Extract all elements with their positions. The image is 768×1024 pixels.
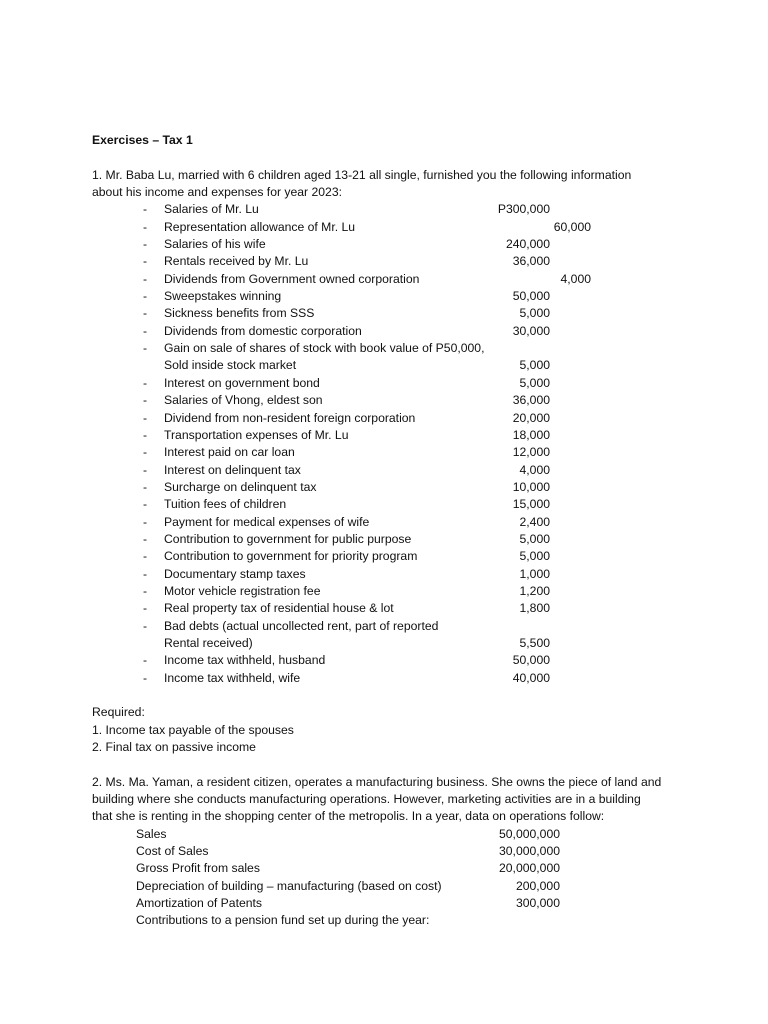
item-label: Interest on government bond <box>164 375 320 390</box>
item-label: Sickness benefits from SSS <box>164 306 315 321</box>
item-amount: 5,000 <box>519 531 550 546</box>
bullet-dash: - <box>143 341 148 356</box>
list-item <box>92 392 692 409</box>
document-title: Exercises – Tax 1 <box>92 133 193 147</box>
bullet-dash: - <box>143 497 148 512</box>
bullet-dash: - <box>143 514 148 529</box>
item-amount: 5,000 <box>519 375 550 390</box>
item-amount: 30,000,000 <box>499 844 560 859</box>
item-label: Income tax withheld, husband <box>164 653 326 668</box>
item-label: Salaries of Vhong, eldest son <box>164 393 323 408</box>
list-item <box>92 531 692 548</box>
document-page <box>92 132 692 930</box>
item-amount: P300,000 <box>497 202 550 217</box>
list-item <box>92 566 692 583</box>
list-item <box>92 462 692 479</box>
item-amount: 1,800 <box>519 601 550 616</box>
item-label: Gross Profit from sales <box>136 861 260 876</box>
list-item <box>92 860 692 877</box>
problem2-items <box>92 826 692 930</box>
problem1-items <box>92 201 692 687</box>
item-label: Contribution to government for public purpose <box>164 531 412 546</box>
item-amount: 2,400 <box>519 514 550 529</box>
item-amount: 60,000 <box>553 219 591 234</box>
item-amount: 240,000 <box>505 237 550 252</box>
bullet-dash: - <box>143 653 148 668</box>
problem1-intro <box>92 167 692 202</box>
bullet-dash: - <box>143 323 148 338</box>
item-amount: 5,000 <box>519 358 550 373</box>
bullet-dash: - <box>143 618 148 633</box>
item-amount: 5,500 <box>519 635 550 650</box>
item-label: Sales <box>136 826 167 841</box>
item-label: Rental received) <box>164 635 253 650</box>
list-item <box>92 652 692 669</box>
list-item <box>92 670 692 687</box>
item-amount: 5,000 <box>519 549 550 564</box>
item-label: Contribution to government for priority program <box>164 549 418 564</box>
required-line: Required: <box>92 705 145 720</box>
list-item <box>92 305 692 322</box>
blank-line <box>92 149 692 166</box>
bullet-dash: - <box>143 531 148 546</box>
item-amount: 1,000 <box>519 566 550 581</box>
list-item <box>92 826 692 843</box>
bullet-dash: - <box>143 601 148 616</box>
list-item <box>92 236 692 253</box>
item-amount: 200,000 <box>515 878 560 893</box>
item-label: Dividends from Government owned corporation <box>164 271 420 286</box>
list-item <box>92 444 692 461</box>
bullet-dash: - <box>143 202 148 217</box>
bullet-dash: - <box>143 289 148 304</box>
item-amount: 10,000 <box>512 479 550 494</box>
item-label: Dividend from non-resident foreign corporation <box>164 410 416 425</box>
item-amount: 40,000 <box>512 670 550 685</box>
bullet-dash: - <box>143 445 148 460</box>
problem2-intro <box>92 774 692 826</box>
list-item <box>92 496 692 513</box>
item-label: Transportation expenses of Mr. Lu <box>164 427 349 442</box>
bullet-dash: - <box>143 393 148 408</box>
blank-line <box>92 687 692 704</box>
item-amount: 50,000,000 <box>499 826 560 841</box>
item-label: Contributions to a pension fund set up during the year: <box>136 913 430 928</box>
item-amount: 5,000 <box>519 306 550 321</box>
item-amount: 36,000 <box>512 254 550 269</box>
item-amount: 20,000 <box>512 410 550 425</box>
list-item <box>92 878 692 895</box>
item-amount: 300,000 <box>515 896 560 911</box>
item-label: Interest on delinquent tax <box>164 462 301 477</box>
item-amount: 20,000,000 <box>499 861 560 876</box>
bullet-dash: - <box>143 583 148 598</box>
list-item <box>92 288 692 305</box>
list-item <box>92 219 692 236</box>
list-item <box>92 843 692 860</box>
list-item <box>92 323 692 340</box>
list-item-continuation <box>92 357 692 374</box>
list-item <box>92 600 692 617</box>
item-amount: 18,000 <box>512 427 550 442</box>
item-label: Dividends from domestic corporation <box>164 323 362 338</box>
list-item <box>92 618 692 635</box>
item-amount: 36,000 <box>512 393 550 408</box>
item-label: Documentary stamp taxes <box>164 566 306 581</box>
item-amount: 50,000 <box>512 289 550 304</box>
item-amount: 4,000 <box>519 462 550 477</box>
bullet-dash: - <box>143 462 148 477</box>
list-item <box>92 895 692 912</box>
list-item <box>92 514 692 531</box>
list-item <box>92 340 692 357</box>
item-amount: 12,000 <box>512 445 550 460</box>
item-label: Salaries of his wife <box>164 237 266 252</box>
item-label: Surcharge on delinquent tax <box>164 479 317 494</box>
bullet-dash: - <box>143 670 148 685</box>
item-label: Representation allowance of Mr. Lu <box>164 219 356 234</box>
item-label: Tuition fees of children <box>164 497 287 512</box>
list-item <box>92 427 692 444</box>
item-amount: 15,000 <box>512 497 550 512</box>
bullet-dash: - <box>143 375 148 390</box>
item-label: Salaries of Mr. Lu <box>164 202 259 217</box>
item-label: Motor vehicle registration fee <box>164 583 321 598</box>
item-label: Sold inside stock market <box>164 358 297 373</box>
item-label: Income tax withheld, wife <box>164 670 301 685</box>
list-item-continuation <box>92 635 692 652</box>
bullet-dash: - <box>143 271 148 286</box>
item-amount: 30,000 <box>512 323 550 338</box>
bullet-dash: - <box>143 410 148 425</box>
item-label: Real property tax of residential house & lot <box>164 601 394 616</box>
list-item <box>92 548 692 565</box>
list-item <box>92 410 692 427</box>
list-item <box>92 583 692 600</box>
paragraph-line: 2. Ms. Ma. Yaman, a resident citizen, operates a manufacturing business. She owns the piece of land and <box>92 774 662 789</box>
item-label: Gain on sale of shares of stock with book value of P50,000, <box>164 341 485 356</box>
paragraph-line: that she is renting in the shopping center of the metropolis. In a year, data on operations follow: <box>92 809 605 824</box>
list-item <box>92 479 692 496</box>
paragraph-line: building where she conducts manufacturing operations. However, marketing activities are in a building <box>92 792 641 807</box>
list-item <box>92 912 692 929</box>
required-line: 2. Final tax on passive income <box>92 740 256 755</box>
item-label: Depreciation of building – manufacturing (based on cost) <box>136 878 442 893</box>
list-item <box>92 201 692 218</box>
bullet-dash: - <box>143 219 148 234</box>
item-label: Sweepstakes winning <box>164 289 282 304</box>
bullet-dash: - <box>143 427 148 442</box>
bullet-dash: - <box>143 566 148 581</box>
item-label: Bad debts (actual uncollected rent, part of reported <box>164 618 439 633</box>
list-item <box>92 253 692 270</box>
item-label: Payment for medical expenses of wife <box>164 514 370 529</box>
item-label: Rentals received by Mr. Lu <box>164 254 309 269</box>
blank-line <box>92 756 692 773</box>
required-line: 1. Income tax payable of the spouses <box>92 722 294 737</box>
item-amount: 50,000 <box>512 653 550 668</box>
paragraph-line: 1. Mr. Baba Lu, married with 6 children aged 13-21 all single, furnished you the following information <box>92 167 632 182</box>
list-item <box>92 375 692 392</box>
paragraph-line: about his income and expenses for year 2023: <box>92 185 343 200</box>
item-label: Amortization of Patents <box>136 896 262 911</box>
problem1-required <box>92 704 692 756</box>
list-item <box>92 271 692 288</box>
item-amount: 1,200 <box>519 583 550 598</box>
item-label: Cost of Sales <box>136 844 209 859</box>
bullet-dash: - <box>143 254 148 269</box>
bullet-dash: - <box>143 549 148 564</box>
item-label: Interest paid on car loan <box>164 445 295 460</box>
bullet-dash: - <box>143 306 148 321</box>
item-amount: 4,000 <box>560 271 591 286</box>
bullet-dash: - <box>143 237 148 252</box>
bullet-dash: - <box>143 479 148 494</box>
